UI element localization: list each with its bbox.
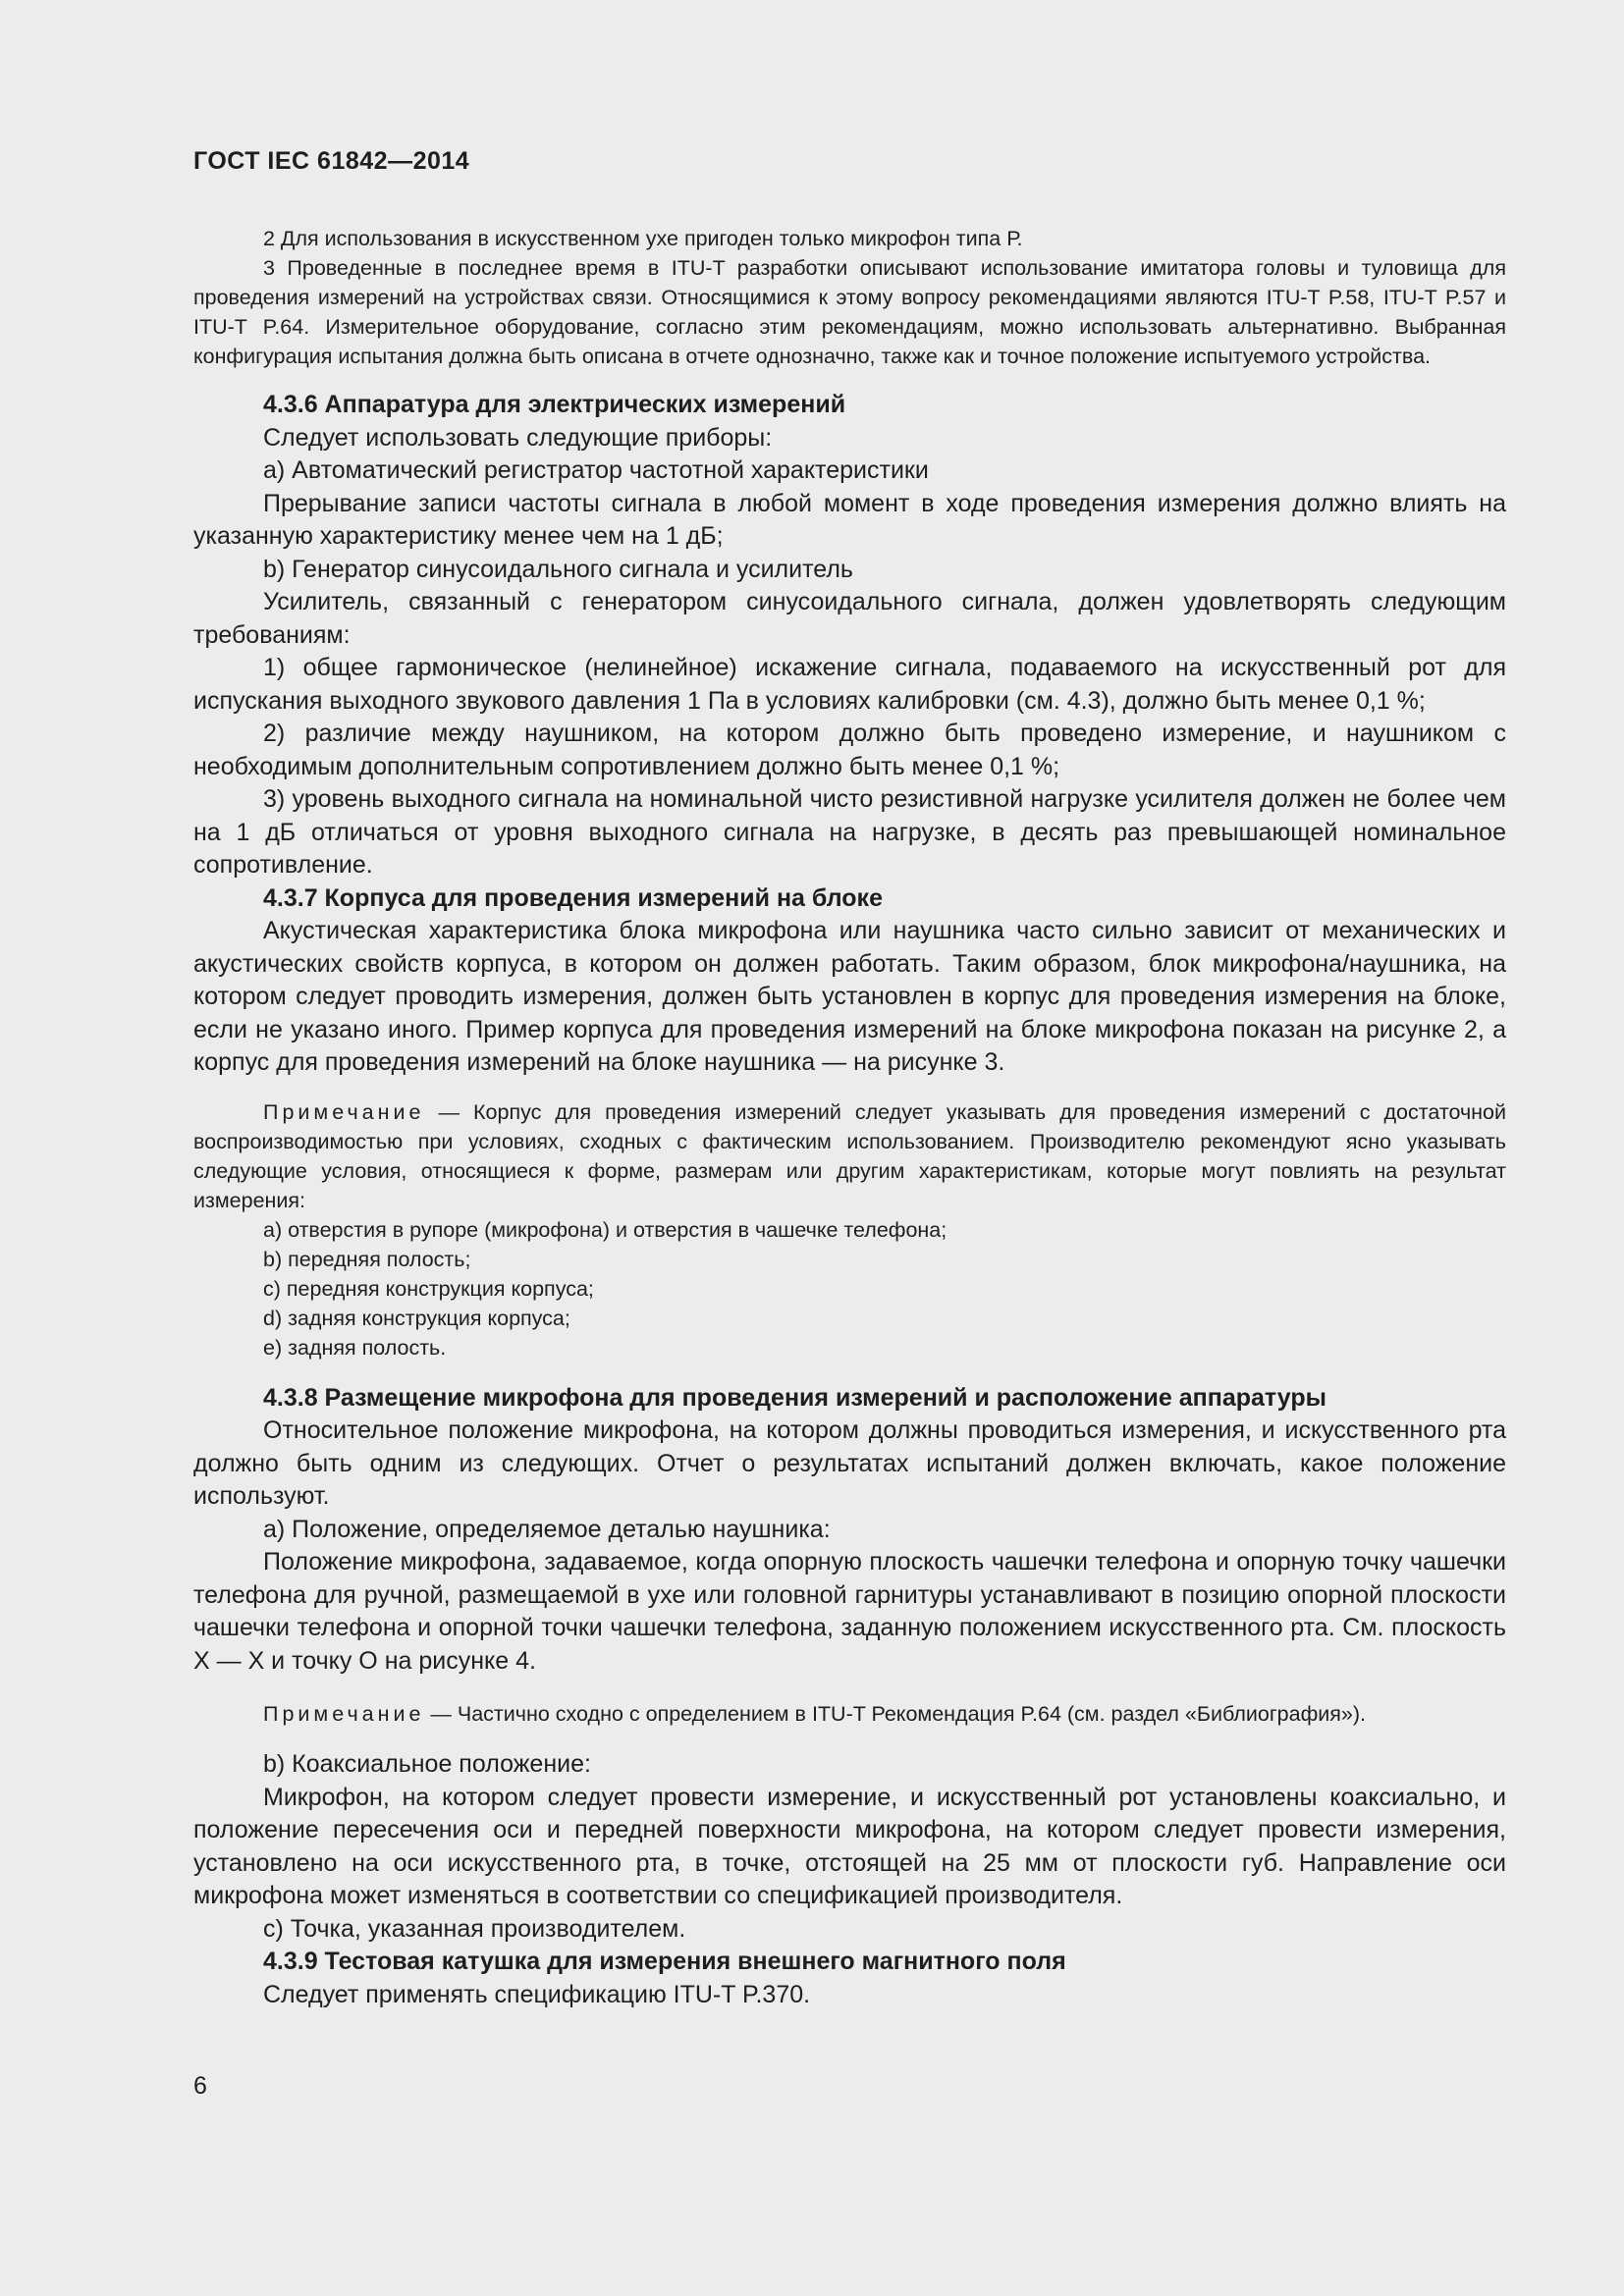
paragraph: Акустическая характеристика блока микрофона или наушника часто сильно зависит от механических и акустических свойств корпуса, в котором он должен работать. Таким образом, блок микрофона/наушника, на котором следует проводить измерения, должен быть установлен в корпус для проведения измерения на блоке, если не указано иного. Пример корпуса для проведения измерений на блоке микрофона показан на рисунке 2, а корпус для проведения измерений на блоке наушника — на рисунке 3. <box>193 917 1506 1076</box>
section-4-3-6 <box>193 389 1506 882</box>
page-number: 6 <box>193 2072 207 2100</box>
running-header-title: ГОСТ IEC 61842—2014 <box>193 147 470 175</box>
note-paragraph <box>193 1699 1506 1729</box>
note-label: Примечание <box>263 1702 425 1726</box>
list-item-title: c) Точка, указанная производителем. <box>263 1914 686 1943</box>
list-item-title: а) Автоматический регистратор частотной характеристики <box>263 456 929 484</box>
note-paragraph <box>193 1097 1506 1215</box>
requirement-2: 2) различие между наушником, на котором должно быть проведено измерение, и наушником с необходимым дополнительным сопротивлением должно быть менее 0,1 %; <box>193 720 1506 780</box>
note-list-item: c) передняя конструкция корпуса; <box>263 1276 594 1301</box>
section-heading-4-3-7: 4.3.7 Корпуса для проведения измерений на блоке <box>263 883 883 912</box>
section-4-3-8-continued <box>193 1748 1506 1946</box>
top-notes <box>193 224 1506 371</box>
note-text: — Корпус для проведения измерений следует указывать для проведения измерений с достаточной воспроизводимостью при условиях, сходных с фактическим использованием. Производителю рекомендуют ясно указывать следующие условия, относящиеся к форме, размерам или другим характеристикам, которые могут повлиять на результат измерения: <box>193 1099 1506 1212</box>
section-heading-4-3-8: 4.3.8 Размещение микрофона для проведения измерений и расположение аппаратуры <box>263 1383 1326 1412</box>
page-content <box>193 224 1506 2011</box>
requirement-3: 3) уровень выходного сигнала на номинальной чисто резистивной нагрузке усилителя должен не более чем на 1 дБ отличаться от уровня выходного сигнала на нагрузке, в десять раз превышающей номинальное сопротивление. <box>193 785 1506 879</box>
list-item-title: b) Генератор синусоидального сигнала и усилитель <box>263 555 853 583</box>
paragraph: Следует использовать следующие приборы: <box>263 423 773 452</box>
paragraph: Следует применять спецификацию ITU-T P.370. <box>263 1980 811 2008</box>
note-label: Примечание <box>263 1099 425 1124</box>
requirement-1: 1) общее гармоническое (нелинейное) искажение сигнала, подаваемого на искусственный рот для испускания выходного звукового давления 1 Па в условиях калибровки (см. 4.3), должно быть менее 0,1 %; <box>193 654 1506 715</box>
list-item-title: а) Положение, определяемое деталью наушника: <box>263 1515 831 1543</box>
paragraph: Положение микрофона, задаваемое, когда опорную плоскость чашечки телефона и опорную точку чашечки телефона для ручной, размещаемой в ухе или головной гарнитуры устанавливают в позицию опорной плоскости чашечки телефона и опорной точки чашечки телефона, заданную положением искусственного рта. См. плоскость X — X и точку O на рисунке 4. <box>193 1548 1506 1675</box>
section-4-3-9 <box>193 1946 1506 2011</box>
note-2: 2 Для использования в искусственном ухе пригоден только микрофон типа Р. <box>263 227 1023 250</box>
list-item-title: b) Коаксиальное положение: <box>263 1750 591 1778</box>
paragraph: Микрофон, на котором следует провести измерение, и искусственный рот установлены коаксиально, и положение пересечения оси и передней поверхности микрофона, на котором следует провести измерения, установлено на оси искусственного рта, в точке, отстоящей на 25 мм от плоскости губ. Направление оси микрофона может изменяться в соответствии со спецификацией производителя. <box>193 1783 1506 1909</box>
paragraph: Усилитель, связанный с генератором синусоидального сигнала, должен удовлетворять следующим требованиям: <box>193 588 1506 649</box>
note-3: 3 Проведенные в последнее время в ITU-T разработки описывают использование имитатора головы и туловища для проведения измерений на устройствах связи. Относящимися к этому вопросу рекомендациями являются ITU-T P.58, ITU-T P.57 и ITU-T P.64. Измерительное оборудование, согласно этим рекомендациям, можно использовать альтернативно. Выбранная конфигурация испытания должна быть описана в отчете однозначно, также как и точное положение испытуемого устройства. <box>193 256 1506 368</box>
section-4-3-7 <box>193 882 1506 1080</box>
section-4-3-7-note <box>193 1097 1506 1362</box>
section-heading-4-3-9: 4.3.9 Тестовая катушка для измерения внешнего магнитного поля <box>263 1948 1066 1975</box>
note-text: — Частично сходно с определением в ITU-T Рекомендация P.64 (см. раздел «Библиография»). <box>424 1702 1367 1726</box>
note-list-item: а) отверстия в рупоре (микрофона) и отверстия в чашечке телефона; <box>263 1217 947 1242</box>
section-heading-4-3-6: 4.3.6 Аппаратура для электрических измерений <box>263 391 846 418</box>
section-4-3-8-note <box>193 1699 1506 1729</box>
section-4-3-8 <box>193 1382 1506 1679</box>
note-list-item: b) передняя полость; <box>263 1247 471 1271</box>
note-list-item: d) задняя конструкция корпуса; <box>263 1306 570 1330</box>
paragraph: Прерывание записи частоты сигнала в любой момент в ходе проведения измерения должно влиять на указанную характеристику менее чем на 1 дБ; <box>193 489 1506 550</box>
paragraph: Относительное положение микрофона, на котором должны проводиться измерения, и искусственного рта должно быть одним из следующих. Отчет о результатах испытаний должен включать, какое положение используют. <box>193 1416 1506 1510</box>
note-list-item: e) задняя полость. <box>263 1335 447 1360</box>
